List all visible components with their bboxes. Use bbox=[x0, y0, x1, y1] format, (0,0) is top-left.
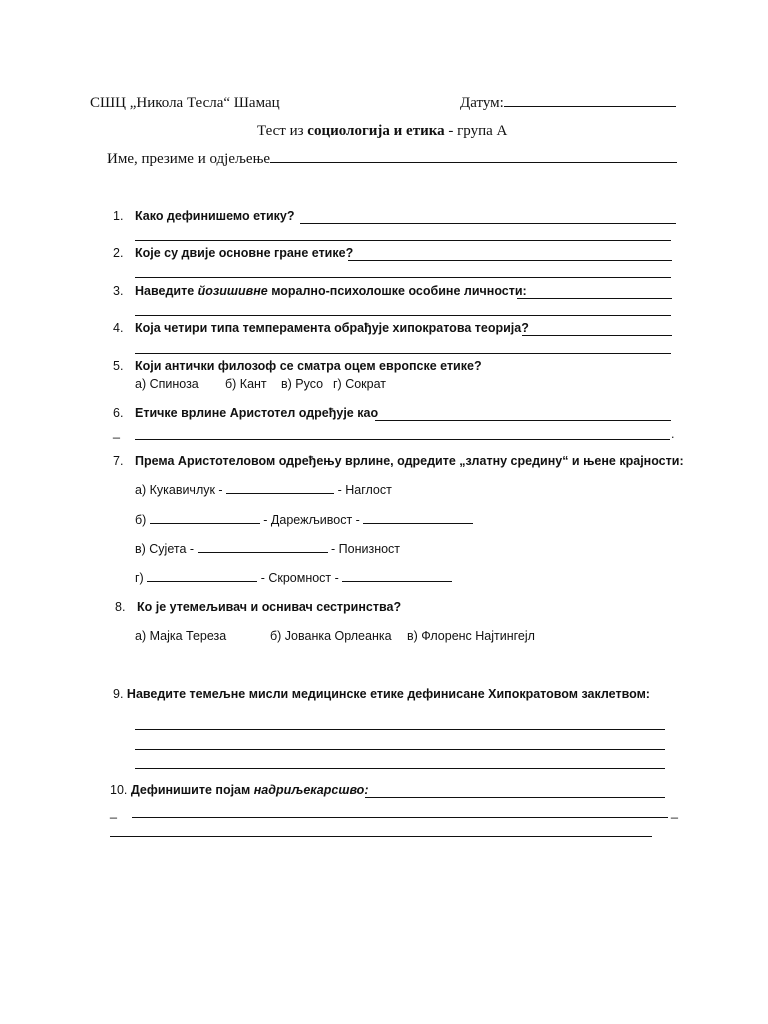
golden-mean-blank[interactable] bbox=[198, 551, 328, 553]
question-7: 7. Према Аристотеловом одређењу врлине, одредите „златну средину“ и њене крајности: bbox=[113, 454, 684, 468]
answer-line[interactable] bbox=[135, 729, 665, 730]
q5-option-v[interactable]: в) Русо bbox=[281, 377, 324, 391]
q6-dash: _ bbox=[113, 425, 120, 439]
name-label: Име, презиме и одјељење bbox=[107, 152, 677, 167]
question-8: 8. Ко је утемељивач и оснивач сестринства? bbox=[115, 600, 402, 614]
extreme-blank[interactable] bbox=[363, 522, 473, 524]
answer-line[interactable] bbox=[348, 260, 672, 261]
answer-line[interactable] bbox=[375, 420, 671, 421]
extreme-blank[interactable] bbox=[150, 522, 260, 524]
q10-dash-left: _ bbox=[110, 805, 117, 819]
q8-option-a[interactable]: а) Мајка Тереза bbox=[135, 629, 227, 643]
q5-option-g[interactable]: г) Сократ bbox=[333, 377, 386, 391]
question-5: 5. Који антички филозоф се сматра оцем европске етике? bbox=[113, 359, 482, 373]
q10-dash-right: _ bbox=[671, 805, 678, 819]
q6-period: . bbox=[671, 427, 675, 441]
date-label: Датум: bbox=[460, 96, 676, 111]
school-name: СШЦ „Никола Тесла“ Шамац bbox=[90, 95, 280, 111]
answer-line[interactable] bbox=[522, 335, 672, 336]
answer-line[interactable] bbox=[135, 439, 670, 440]
test-title: Тест из социологија и етика - група А bbox=[257, 123, 508, 139]
answer-line[interactable] bbox=[135, 768, 665, 769]
q5-option-a[interactable]: а) Спиноза bbox=[135, 377, 199, 391]
answer-line[interactable] bbox=[110, 836, 652, 837]
answer-line[interactable] bbox=[135, 315, 671, 316]
answer-line[interactable] bbox=[517, 298, 672, 299]
extreme-blank[interactable] bbox=[342, 580, 452, 582]
answer-line[interactable] bbox=[135, 353, 671, 354]
question-4: 4. Која четири типа темперамента обрађује хипократова теорија? bbox=[113, 321, 529, 335]
q7-row-v: в) Сујета - - Понизност bbox=[135, 542, 401, 556]
question-9: 9. Наведите темељне мисли медицинске етике дефинисане Хипократовом заклетвом: bbox=[113, 687, 650, 701]
answer-line[interactable] bbox=[132, 817, 668, 818]
answer-line[interactable] bbox=[300, 223, 676, 224]
q5-option-b[interactable]: б) Кант bbox=[225, 377, 267, 391]
q8-option-v[interactable]: в) Флоренс Најтингејл bbox=[407, 629, 535, 643]
golden-mean-blank[interactable] bbox=[226, 492, 334, 494]
question-6: 6. Етичке врлине Аристотел одређује као bbox=[113, 406, 379, 420]
answer-line[interactable] bbox=[135, 240, 671, 241]
q8-option-b[interactable]: б) Јованка Орлеанка bbox=[270, 629, 392, 643]
answer-line[interactable] bbox=[135, 277, 671, 278]
q7-row-b: б) - Дарежљивост - bbox=[135, 514, 473, 527]
q7-row-a: а) Кукавичлук - - Наглост bbox=[135, 483, 392, 497]
q7-row-g: г) - Скромност - bbox=[135, 572, 452, 585]
answer-line[interactable] bbox=[135, 749, 665, 750]
question-2: 2. Које су двије основне гране етике? bbox=[113, 246, 354, 260]
answer-line[interactable] bbox=[365, 797, 665, 798]
extreme-blank[interactable] bbox=[147, 580, 257, 582]
question-1: 1. Како дефинишемо етику? bbox=[113, 209, 295, 223]
question-10: 10. Дефинишите појам надриљекарсшво: bbox=[110, 783, 369, 797]
name-blank[interactable] bbox=[270, 161, 677, 163]
date-blank[interactable] bbox=[504, 105, 676, 107]
question-3: 3. Наведите йозишивне морално-психолошке особине личности: bbox=[113, 284, 527, 298]
